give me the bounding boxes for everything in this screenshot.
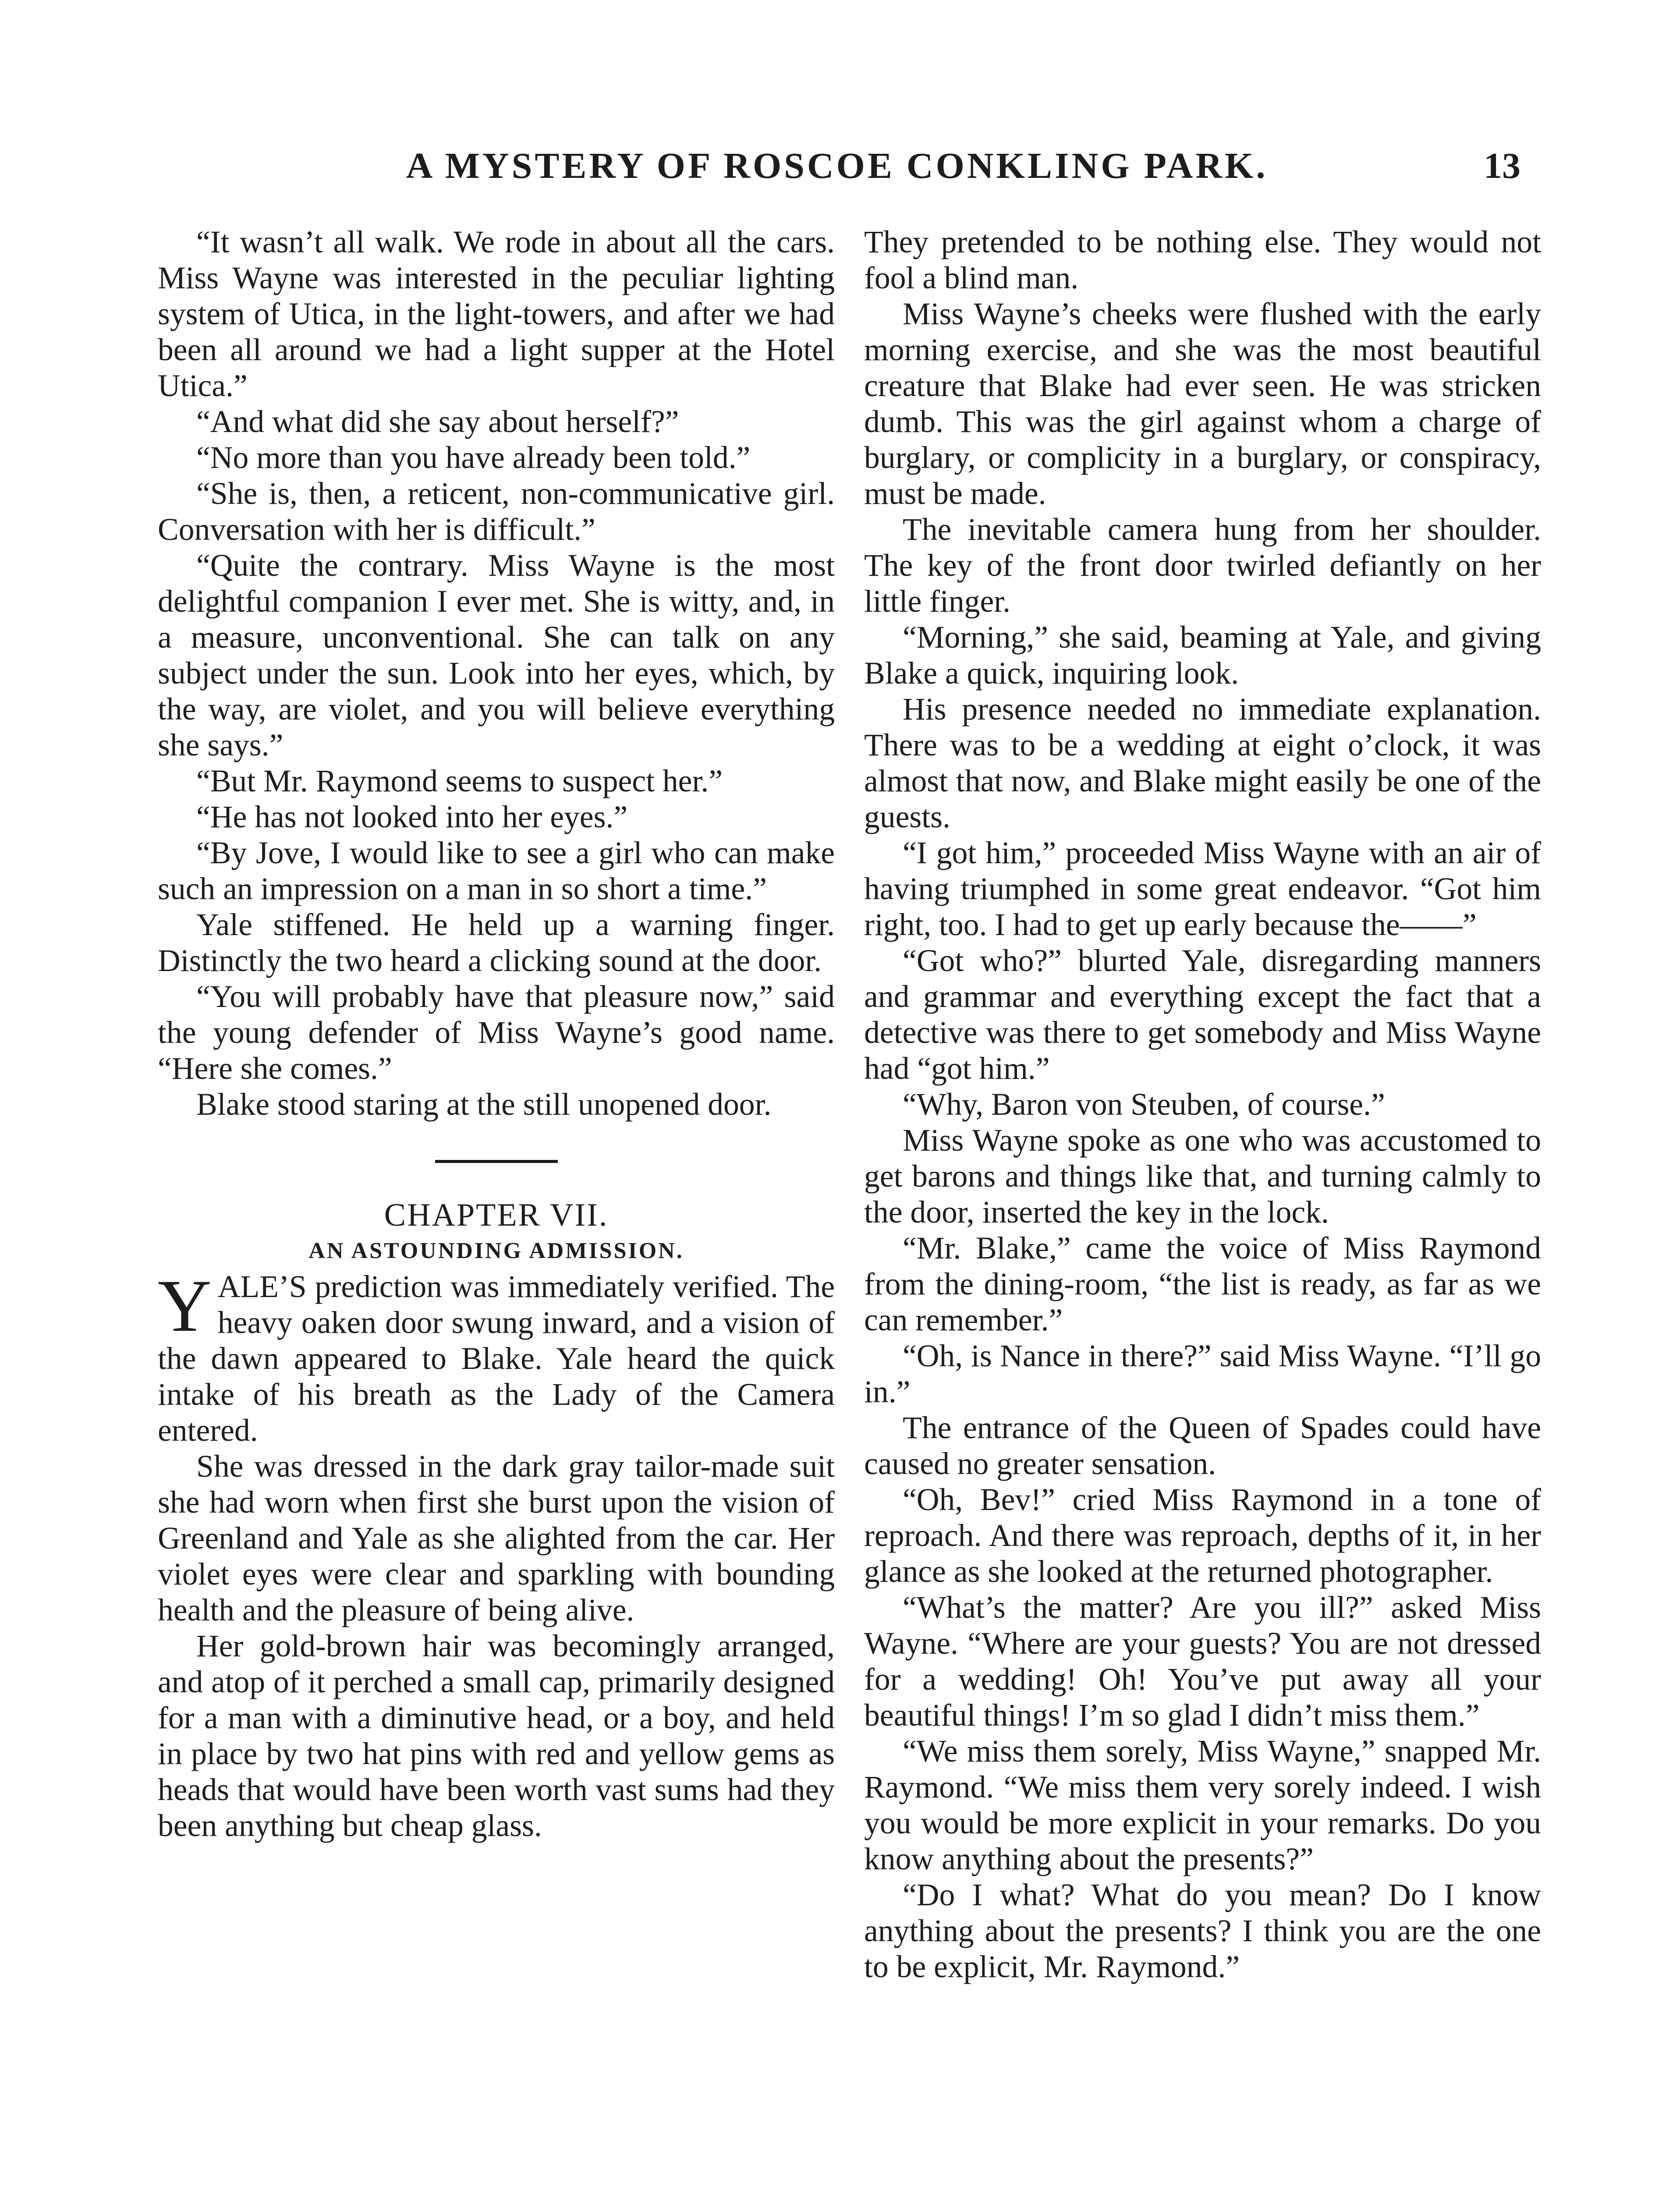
chapter-title: CHAPTER VII. [384, 1197, 609, 1233]
paragraph: “She is, then, a reticent, non-communicative girl. Conversation with her is difficult.” [158, 476, 835, 547]
paragraph: “Morning,” she said, beaming at Yale, and giving Blake a quick, inquiring look. [864, 620, 1541, 691]
chapter-opening-paragraph [158, 1265, 835, 1449]
paragraph: Miss Wayne’s cheeks were flushed with the early morning exercise, and she was the most beautiful creature that Blake had ever seen. He was stricken dumb. This was the girl against whom a charge of burglary, or complicity in a burglary, or conspiracy, must be made. [864, 297, 1541, 511]
paragraph: “Mr. Blake,” came the voice of Miss Raymond from the dining-room, “the list is ready, as far as we can remember.” [864, 1231, 1541, 1337]
paragraph: “By Jove, I would like to see a girl who can make such an impression on a man in so short a time.” [158, 836, 835, 906]
paragraph: “Why, Baron von Steuben, of course.” [903, 1087, 1385, 1122]
paragraph: The entrance of the Queen of Spades could have caused no greater sensation. [864, 1411, 1541, 1481]
paragraph: Miss Wayne spoke as one who was accustomed to get barons and things like that, and turning calmly to the door, inserted the key in the lock. [864, 1123, 1541, 1230]
page-header [158, 145, 1521, 202]
paragraph: “We miss them sorely, Miss Wayne,” snapped Mr. Raymond. “We miss them very sorely indeed. I wish you would be more explicit in your remarks. Do you know anything about the presents?” [864, 1734, 1541, 1876]
paragraph: “What’s the matter? Are you ill?” asked Miss Wayne. “Where are your guests? You are not dressed for a wedding! Oh! You’ve put away all your beautiful things! I’m so glad I didn’t miss them.” [864, 1590, 1541, 1733]
paragraph: “It wasn’t all walk. We rode in about all the cars. Miss Wayne was interested in the peculiar lighting system of Utica, in the light-towers, and after we had been all around we had a light supper at the Hotel Utica.” [158, 225, 835, 403]
paragraph: Her gold-brown hair was becomingly arranged, and atop of it perched a small cap, primarily designed for a man with a diminutive head, or a boy, and held in place by two hat pins with red and yellow gems as heads that would have been worth vast sums had they been anything but cheap glass. [158, 1629, 835, 1843]
paragraph: Yale stiffened. He held up a warning finger. Distinctly the two heard a clicking sound at the door. [158, 908, 835, 978]
paragraph: “I got him,” proceeded Miss Wayne with an air of having triumphed in some great endeavor. “Got him right, too. I had to get up early because the——” [864, 836, 1541, 942]
paragraph: She was dressed in the dark gray tailor-made suit she had worn when first she burst upon the vision of Greenland and Yale as she alighted from the car. Her violet eyes were clear and sparkling with bounding health and the pleasure of being alive. [158, 1449, 835, 1627]
drop-cap: Y [158, 1265, 212, 1347]
chapter-subtitle: AN ASTOUNDING ADMISSION. [308, 1238, 684, 1263]
paragraph: “No more than you have already been told.” [196, 440, 751, 475]
paragraph: “And what did she say about herself?” [196, 404, 679, 439]
left-column [158, 224, 835, 1844]
paragraph: “You will probably have that pleasure now,” said the young defender of Miss Wayne’s good name. “Here she comes.” [158, 979, 835, 1086]
paragraph: The inevitable camera hung from her shoulder. The key of the front door twirled defiantly on her little finger. [864, 512, 1541, 619]
paragraph: His presence needed no immediate explanation. There was to be a wedding at eight o’clock, it was almost that now, and Blake might easily be one of the guests. [864, 692, 1541, 834]
paragraph: “Oh, Bev!” cried Miss Raymond in a tone of reproach. And there was reproach, depths of it, in her glance as she looked at the returned photographer. [864, 1482, 1541, 1589]
paragraph: “Oh, is Nance in there?” said Miss Wayne. “I’ll go in.” [864, 1339, 1541, 1409]
paragraph: Blake stood staring at the still unopened door. [196, 1087, 772, 1122]
chapter-divider [435, 1160, 558, 1163]
running-title: A MYSTERY OF ROSCOE CONKLING PARK. [406, 145, 1268, 186]
paragraph: “Got who?” blurted Yale, disregarding manners and grammar and everything except the fact that a detective was there to get somebody and Miss Wayne had “got him.” [864, 943, 1541, 1086]
page-number: 13 [1484, 145, 1521, 186]
right-column [864, 224, 1541, 1985]
paragraph: “Do I what? What do you mean? Do I know anything about the presents? I think you are the one to be explicit, Mr. Raymond.” [864, 1878, 1541, 1984]
opening-text: ALE’S prediction was immediately verified. The heavy oaken door swung inward, and a vision of the dawn appeared to Blake. Yale heard the quick intake of his breath as the Lady of the Camera entered. [158, 1269, 835, 1448]
continued-paragraph: They pretended to be nothing else. They would not fool a blind man. [864, 225, 1541, 295]
paragraph: “But Mr. Raymond seems to suspect her.” [196, 764, 723, 798]
paragraph: “He has not looked into her eyes.” [196, 800, 628, 834]
paragraph: “Quite the contrary. Miss Wayne is the most delightful companion I ever met. She is witty, and, in a measure, unconventional. She can talk on any subject under the sun. Look into her eyes, which, by the way, are violet, and you will believe everything she says.” [158, 548, 835, 762]
